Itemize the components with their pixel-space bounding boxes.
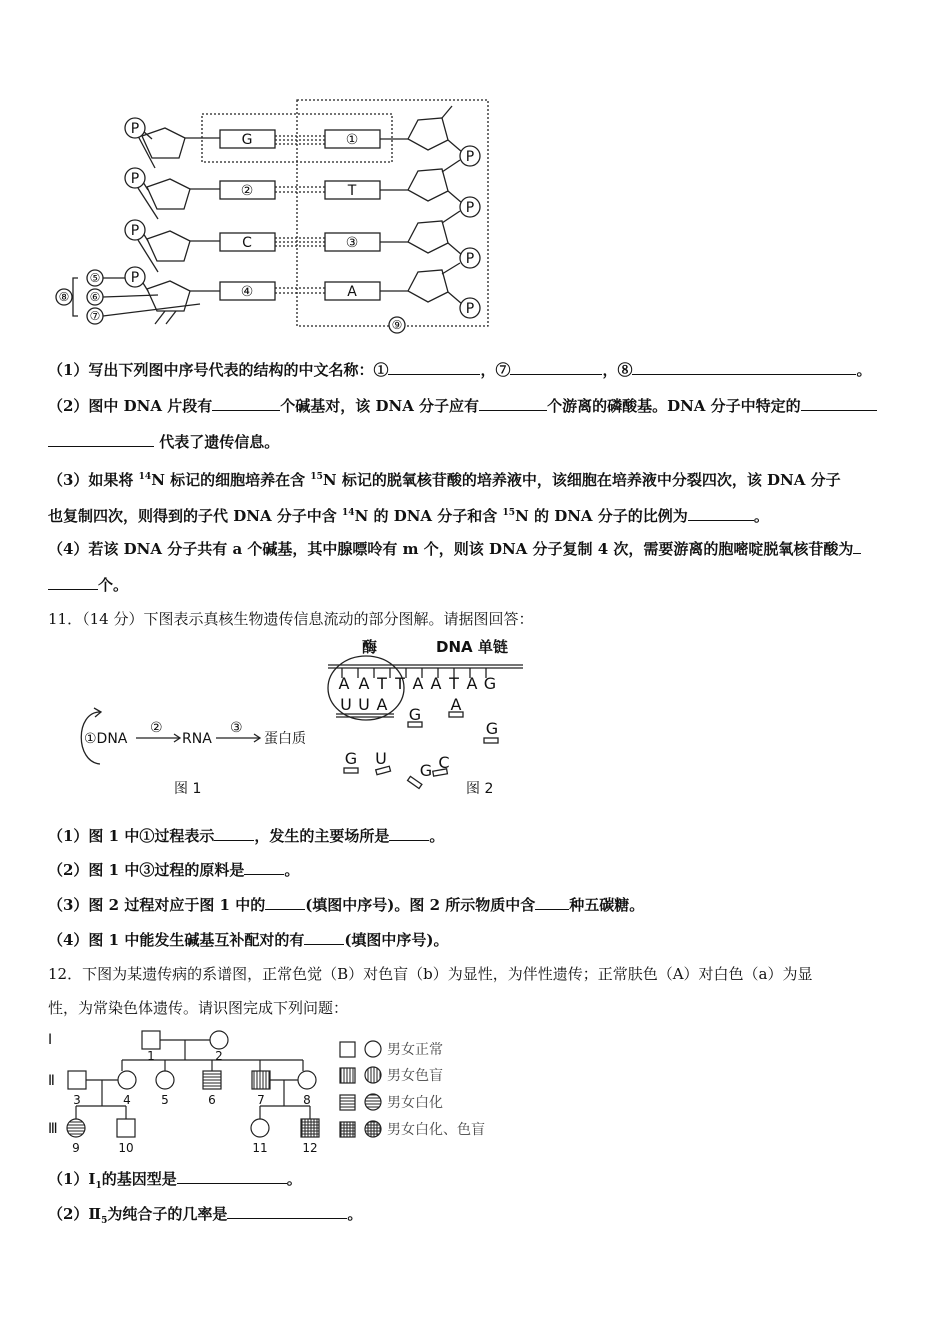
base-label: T xyxy=(347,183,357,199)
template-base: G xyxy=(483,674,497,693)
label-8: ⑧ xyxy=(58,290,70,304)
answer-blank[interactable] xyxy=(214,826,254,841)
q12-part2: $(2)Ⅱ_5$为纯合子的几率是 。 xyxy=(48,1205,363,1226)
label-9: ⑨ xyxy=(391,318,403,332)
base-label: G xyxy=(241,132,253,148)
template-base: A xyxy=(338,674,350,693)
fig1-protein-node: 蛋白质 xyxy=(264,731,306,747)
pedigree-chart xyxy=(40,1028,510,1158)
label-6: ⑥ xyxy=(89,290,101,304)
answer-blank[interactable] xyxy=(304,930,344,945)
answer-blank[interactable] xyxy=(244,860,284,875)
q10-part4-cont: 个。 xyxy=(48,575,128,595)
answer-blank[interactable] xyxy=(479,396,547,411)
base-label: ④ xyxy=(240,284,254,300)
phosphate-label: P xyxy=(465,200,475,216)
phosphate-label: P xyxy=(465,149,475,165)
generation-label: Ⅲ xyxy=(48,1121,58,1137)
q12-line2: 性，为常染色体遗传。请识图完成下列问题： xyxy=(48,999,349,1017)
phosphate-label: P xyxy=(130,223,140,239)
phosphate-label: P xyxy=(465,301,475,317)
dna-structure-figure xyxy=(40,92,510,342)
answer-blank[interactable] xyxy=(177,1169,287,1184)
free-nucleotide: G xyxy=(408,705,422,724)
base-label: A xyxy=(347,284,357,300)
q11-part3: （3）图 2 过程对应于图 1 中的 (填图中序号)。图 2 所示物质中含 种五碳糖。 xyxy=(48,896,645,914)
answer-blank[interactable] xyxy=(48,432,154,447)
individual-number: 3 xyxy=(73,1093,81,1107)
label-5: ⑤ xyxy=(89,271,101,285)
phosphate-label: P xyxy=(130,171,140,187)
q11-title: 11．（14 分）下图表示真核生物遗传信息流动的部分图解。请据图回答： xyxy=(48,610,534,628)
free-nucleotide: G xyxy=(419,761,433,780)
rna-product-base: U xyxy=(340,695,352,714)
template-base: T xyxy=(395,674,405,693)
free-nucleotide: C xyxy=(438,753,450,772)
answer-blank[interactable] xyxy=(535,895,569,910)
individual-number: 7 xyxy=(257,1093,265,1107)
answer-blank[interactable] xyxy=(632,360,856,375)
generation-label: Ⅰ xyxy=(48,1032,53,1048)
figure-1-central-dogma xyxy=(70,700,330,800)
fig2-caption: 图 2 xyxy=(466,781,494,797)
generation-label: Ⅱ xyxy=(48,1073,55,1089)
free-nucleotide: A xyxy=(450,695,462,714)
answer-blank[interactable] xyxy=(389,826,429,841)
template-base: A xyxy=(358,674,370,693)
individual-number: 5 xyxy=(161,1093,169,1107)
free-nucleotide: G xyxy=(485,719,499,738)
answer-blank[interactable] xyxy=(388,360,480,375)
q10-part4: （4）若该 DNA 分子共有 a 个碱基，其中腺嘌呤有 m 个，则该 DNA 分子复制 4 次，需要游离的胞嘧啶脱氧核苷酸为 xyxy=(48,539,861,559)
fig1-dna-node: ①DNA xyxy=(84,731,128,747)
individual-number: 11 xyxy=(252,1141,268,1155)
q10-part1: （1）写出下列图中序号代表的结构的中文名称：① ，⑦ ，⑧ 。 xyxy=(48,361,872,379)
free-nucleotide: U xyxy=(375,749,387,768)
template-base: A xyxy=(430,674,442,693)
answer-blank[interactable] xyxy=(853,539,861,554)
base-label: C xyxy=(242,235,252,251)
fig1-rna-node: RNA xyxy=(182,731,212,747)
base-label: ③ xyxy=(345,235,359,251)
base-label: ② xyxy=(240,183,254,199)
legend-normal: 男女正常 xyxy=(387,1042,443,1058)
q11-part1: （1）图 1 中①过程表示 ，发生的主要场所是 。 xyxy=(48,827,445,845)
legend-colorblind: 男女色盲 xyxy=(387,1068,443,1084)
q11-part4: （4）图 1 中能发生碱基互补配对的有 (填图中序号)。 xyxy=(48,931,449,949)
template-base: T xyxy=(449,674,459,693)
q10-part2: （2）图中 DNA 片段有 个碱基对，该 DNA 分子应有 个游离的磷酸基。DNA 分子中特定的 xyxy=(48,396,877,416)
template-base: A xyxy=(466,674,478,693)
dna-strand-label: DNA 单链 xyxy=(436,638,508,656)
free-nucleotide: G xyxy=(344,749,358,768)
q10-part2-cont: 代表了遗传信息。 xyxy=(48,432,279,452)
template-base: T xyxy=(377,674,387,693)
answer-blank[interactable] xyxy=(212,396,280,411)
fig1-caption: 图 1 xyxy=(174,781,202,797)
legend-albino: 男女白化 xyxy=(387,1095,443,1111)
q11-part2: （2）图 1 中③过程的原料是 。 xyxy=(48,861,300,879)
q12-line1: 12．下图为某遗传病的系谱图，正常色觉（B）对色盲（b）为显性，为伴性遗传；正常肤色（A）对白色（a）为显 xyxy=(48,965,813,983)
individual-number: 2 xyxy=(215,1049,223,1063)
individual-number: 10 xyxy=(118,1141,134,1155)
answer-blank[interactable] xyxy=(688,506,754,521)
legend-albino-colorblind: 男女白化、色盲 xyxy=(387,1122,485,1138)
individual-number: 6 xyxy=(208,1093,216,1107)
enzyme-label: 酶 xyxy=(362,638,378,656)
label-7: ⑦ xyxy=(89,309,101,323)
answer-blank[interactable] xyxy=(48,575,98,590)
answer-blank[interactable] xyxy=(801,396,877,411)
figure-2-transcription xyxy=(318,630,533,802)
base-label: ① xyxy=(345,132,359,148)
individual-number: 4 xyxy=(123,1093,131,1107)
phosphate-label: P xyxy=(130,121,140,137)
phosphate-label: P xyxy=(465,251,475,267)
q10-part3: （3）如果将 $^{14}$N 标记的细胞培养在含 $^{15}$N 标记的脱氧核苷酸的培养液中，该细胞在培养液中分裂四次，该 DNA 分子 xyxy=(48,471,841,489)
individual-number: 1 xyxy=(147,1049,155,1063)
fig1-step-2: ② xyxy=(150,720,163,736)
q12-part1: $(1)Ⅰ_1$的基因型是 。 xyxy=(48,1170,302,1191)
template-base: A xyxy=(412,674,424,693)
rna-product-base: U xyxy=(358,695,370,714)
individual-number: 12 xyxy=(302,1141,318,1155)
q10-part3-cont: 也复制四次，则得到的子代 DNA 分子中含 $^{14}$N 的 DNA 分子和含 $^{15}$N 的 DNA 分子的比例为 。 xyxy=(48,507,769,525)
rna-product-base: A xyxy=(376,695,388,714)
individual-number: 9 xyxy=(72,1141,80,1155)
answer-blank[interactable] xyxy=(227,1204,347,1219)
answer-blank[interactable] xyxy=(510,360,602,375)
individual-number: 8 xyxy=(303,1093,311,1107)
fig1-step-3: ③ xyxy=(230,720,243,736)
answer-blank[interactable] xyxy=(265,895,305,910)
phosphate-label: P xyxy=(130,270,140,286)
